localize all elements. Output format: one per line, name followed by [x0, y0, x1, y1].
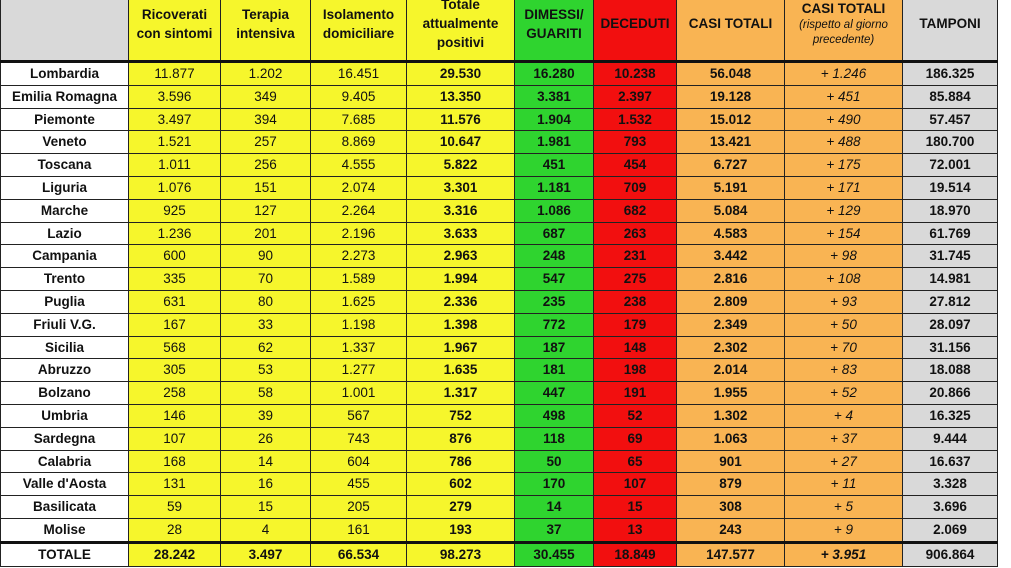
cell-terapia: 33	[221, 313, 311, 336]
cell-ricoverati: 3.497	[129, 108, 221, 131]
cell-terapia: 394	[221, 108, 311, 131]
cell-var: + 98	[785, 245, 903, 268]
cell-terapia: 90	[221, 245, 311, 268]
cell-casi: 2.809	[677, 290, 785, 313]
cell-casi: 2.014	[677, 359, 785, 382]
cell-ricoverati: 1.076	[129, 176, 221, 199]
cell-positivi: 279	[407, 496, 515, 519]
cell-region: Lazio	[1, 222, 129, 245]
cell-terapia: 151	[221, 176, 311, 199]
cell-tamponi: 27.812	[903, 290, 998, 313]
header-region	[1, 0, 129, 62]
cell-terapia: 257	[221, 131, 311, 154]
cell-isolamento: 7.685	[311, 108, 407, 131]
cell-dimessi: 170	[515, 473, 594, 496]
cell-dimessi: 30.455	[515, 542, 594, 566]
cell-isolamento: 66.534	[311, 542, 407, 566]
cell-terapia: 349	[221, 85, 311, 108]
cell-positivi: 1.967	[407, 336, 515, 359]
cell-region: Emilia Romagna	[1, 85, 129, 108]
cell-region: TOTALE	[1, 542, 129, 566]
cell-isolamento: 743	[311, 427, 407, 450]
cell-dimessi: 451	[515, 154, 594, 177]
cell-isolamento: 1.589	[311, 268, 407, 291]
cell-dimessi: 498	[515, 404, 594, 427]
cell-casi: 15.012	[677, 108, 785, 131]
cell-isolamento: 1.337	[311, 336, 407, 359]
cell-casi: 5.191	[677, 176, 785, 199]
cell-ricoverati: 59	[129, 496, 221, 519]
cell-terapia: 15	[221, 496, 311, 519]
cell-region: Valle d'Aosta	[1, 473, 129, 496]
cell-dimessi: 772	[515, 313, 594, 336]
header-row	[1, 0, 998, 62]
cell-deceduti: 18.849	[594, 542, 677, 566]
cell-deceduti: 238	[594, 290, 677, 313]
cell-dimessi: 50	[515, 450, 594, 473]
cell-dimessi: 687	[515, 222, 594, 245]
cell-ricoverati: 925	[129, 199, 221, 222]
cell-dimessi: 16.280	[515, 62, 594, 86]
cell-dimessi: 235	[515, 290, 594, 313]
cell-casi: 1.955	[677, 382, 785, 405]
cell-positivi: 5.822	[407, 154, 515, 177]
header-casi-totali: CASI TOTALI	[677, 0, 785, 62]
cell-isolamento: 567	[311, 404, 407, 427]
cell-isolamento: 1.625	[311, 290, 407, 313]
cell-isolamento: 8.869	[311, 131, 407, 154]
table-row	[1, 290, 998, 313]
cell-region: Puglia	[1, 290, 129, 313]
cell-deceduti: 231	[594, 245, 677, 268]
cell-var: + 27	[785, 450, 903, 473]
cell-tamponi: 72.001	[903, 154, 998, 177]
table-row	[1, 404, 998, 427]
table-row	[1, 359, 998, 382]
cell-deceduti: 148	[594, 336, 677, 359]
cell-terapia: 39	[221, 404, 311, 427]
cell-terapia: 70	[221, 268, 311, 291]
cell-tamponi: 2.069	[903, 518, 998, 542]
cell-casi: 147.577	[677, 542, 785, 566]
cell-dimessi: 447	[515, 382, 594, 405]
cell-tamponi: 9.444	[903, 427, 998, 450]
cell-isolamento: 161	[311, 518, 407, 542]
table-row	[1, 199, 998, 222]
cell-region: Toscana	[1, 154, 129, 177]
cell-region: Campania	[1, 245, 129, 268]
cell-positivi: 10.647	[407, 131, 515, 154]
cell-dimessi: 37	[515, 518, 594, 542]
table-row	[1, 245, 998, 268]
cell-dimessi: 1.181	[515, 176, 594, 199]
cell-region: Veneto	[1, 131, 129, 154]
cell-tamponi: 906.864	[903, 542, 998, 566]
cell-var: + 70	[785, 336, 903, 359]
cell-var: + 3.951	[785, 542, 903, 566]
cell-var: + 108	[785, 268, 903, 291]
cell-ricoverati: 11.877	[129, 62, 221, 86]
cell-terapia: 201	[221, 222, 311, 245]
header-isolamento: Isolamento domiciliare	[311, 0, 407, 62]
cell-terapia: 256	[221, 154, 311, 177]
cell-deceduti: 179	[594, 313, 677, 336]
cell-deceduti: 454	[594, 154, 677, 177]
cell-deceduti: 65	[594, 450, 677, 473]
header-terapia: Terapia intensiva	[221, 0, 311, 62]
cell-region: Liguria	[1, 176, 129, 199]
cell-var: + 5	[785, 496, 903, 519]
header-casi-var-label: CASI TOTALI	[801, 1, 886, 16]
cell-ricoverati: 1.011	[129, 154, 221, 177]
cell-tamponi: 20.866	[903, 382, 998, 405]
cell-casi: 3.442	[677, 245, 785, 268]
cell-deceduti: 275	[594, 268, 677, 291]
cell-isolamento: 9.405	[311, 85, 407, 108]
cell-dimessi: 3.381	[515, 85, 594, 108]
cell-positivi: 1.317	[407, 382, 515, 405]
table-row	[1, 473, 998, 496]
cell-terapia: 14	[221, 450, 311, 473]
cell-var: + 1.246	[785, 62, 903, 86]
cell-casi: 2.349	[677, 313, 785, 336]
cell-deceduti: 2.397	[594, 85, 677, 108]
cell-positivi: 602	[407, 473, 515, 496]
cell-tamponi: 180.700	[903, 131, 998, 154]
cell-tamponi: 16.325	[903, 404, 998, 427]
header-deceduti: DECEDUTI	[594, 0, 677, 62]
cell-dimessi: 1.086	[515, 199, 594, 222]
cell-deceduti: 682	[594, 199, 677, 222]
cell-casi: 2.816	[677, 268, 785, 291]
table-body	[1, 62, 998, 567]
table-row	[1, 85, 998, 108]
cell-dimessi: 181	[515, 359, 594, 382]
cell-positivi: 11.576	[407, 108, 515, 131]
table-row	[1, 108, 998, 131]
cell-terapia: 53	[221, 359, 311, 382]
table-row	[1, 382, 998, 405]
cell-var: + 50	[785, 313, 903, 336]
table-row	[1, 268, 998, 291]
cell-terapia: 26	[221, 427, 311, 450]
cell-tamponi: 3.328	[903, 473, 998, 496]
cell-var: + 490	[785, 108, 903, 131]
cell-region: Friuli V.G.	[1, 313, 129, 336]
cell-tamponi: 28.097	[903, 313, 998, 336]
table-row	[1, 313, 998, 336]
cell-ricoverati: 600	[129, 245, 221, 268]
cell-tamponi: 18.970	[903, 199, 998, 222]
cell-var: + 4	[785, 404, 903, 427]
cell-var: + 83	[785, 359, 903, 382]
cell-positivi: 2.963	[407, 245, 515, 268]
cell-positivi: 13.350	[407, 85, 515, 108]
cell-isolamento: 205	[311, 496, 407, 519]
cell-dimessi: 1.904	[515, 108, 594, 131]
cell-deceduti: 10.238	[594, 62, 677, 86]
header-casi-var	[785, 0, 903, 62]
cell-positivi: 1.994	[407, 268, 515, 291]
cell-ricoverati: 3.596	[129, 85, 221, 108]
cell-dimessi: 118	[515, 427, 594, 450]
cell-positivi: 876	[407, 427, 515, 450]
cell-positivi: 3.633	[407, 222, 515, 245]
cell-positivi: 2.336	[407, 290, 515, 313]
cell-terapia: 16	[221, 473, 311, 496]
cell-isolamento: 2.074	[311, 176, 407, 199]
cell-terapia: 4	[221, 518, 311, 542]
table-row	[1, 62, 998, 86]
cell-region: Sicilia	[1, 336, 129, 359]
cell-isolamento: 455	[311, 473, 407, 496]
cell-isolamento: 16.451	[311, 62, 407, 86]
cell-deceduti: 15	[594, 496, 677, 519]
cell-ricoverati: 258	[129, 382, 221, 405]
table-row	[1, 450, 998, 473]
cell-var: + 451	[785, 85, 903, 108]
cell-ricoverati: 568	[129, 336, 221, 359]
table-row	[1, 336, 998, 359]
cell-casi: 901	[677, 450, 785, 473]
cell-var: + 93	[785, 290, 903, 313]
cell-deceduti: 107	[594, 473, 677, 496]
cell-terapia: 3.497	[221, 542, 311, 566]
cell-deceduti: 52	[594, 404, 677, 427]
cell-isolamento: 4.555	[311, 154, 407, 177]
cell-var: + 175	[785, 154, 903, 177]
cell-isolamento: 1.277	[311, 359, 407, 382]
total-row	[1, 542, 998, 566]
cell-tamponi: 61.769	[903, 222, 998, 245]
cell-positivi: 1.398	[407, 313, 515, 336]
header-ricoverati: Ricoverati con sintomi	[129, 0, 221, 62]
cell-tamponi: 31.745	[903, 245, 998, 268]
cell-terapia: 1.202	[221, 62, 311, 86]
cell-ricoverati: 168	[129, 450, 221, 473]
cell-ricoverati: 631	[129, 290, 221, 313]
cell-casi: 308	[677, 496, 785, 519]
cell-deceduti: 69	[594, 427, 677, 450]
cell-ricoverati: 28	[129, 518, 221, 542]
cell-casi: 879	[677, 473, 785, 496]
cell-tamponi: 16.637	[903, 450, 998, 473]
cell-ricoverati: 167	[129, 313, 221, 336]
cell-terapia: 62	[221, 336, 311, 359]
cell-region: Molise	[1, 518, 129, 542]
cell-casi: 2.302	[677, 336, 785, 359]
cell-deceduti: 263	[594, 222, 677, 245]
cell-deceduti: 198	[594, 359, 677, 382]
cell-casi: 5.084	[677, 199, 785, 222]
cell-region: Sardegna	[1, 427, 129, 450]
table-row	[1, 427, 998, 450]
cell-ricoverati: 107	[129, 427, 221, 450]
cell-dimessi: 14	[515, 496, 594, 519]
cell-ricoverati: 146	[129, 404, 221, 427]
cell-casi: 243	[677, 518, 785, 542]
cell-positivi: 1.635	[407, 359, 515, 382]
cell-region: Marche	[1, 199, 129, 222]
cell-tamponi: 31.156	[903, 336, 998, 359]
cell-isolamento: 2.273	[311, 245, 407, 268]
table-row	[1, 131, 998, 154]
cell-positivi: 786	[407, 450, 515, 473]
cell-ricoverati: 305	[129, 359, 221, 382]
cell-tamponi: 18.088	[903, 359, 998, 382]
cell-isolamento: 2.264	[311, 199, 407, 222]
cell-deceduti: 191	[594, 382, 677, 405]
table-row	[1, 496, 998, 519]
cell-isolamento: 1.198	[311, 313, 407, 336]
cell-region: Lombardia	[1, 62, 129, 86]
cell-isolamento: 2.196	[311, 222, 407, 245]
cell-positivi: 3.301	[407, 176, 515, 199]
cell-casi: 6.727	[677, 154, 785, 177]
cell-region: Piemonte	[1, 108, 129, 131]
cell-region: Abruzzo	[1, 359, 129, 382]
cell-deceduti: 793	[594, 131, 677, 154]
cell-dimessi: 187	[515, 336, 594, 359]
cell-deceduti: 1.532	[594, 108, 677, 131]
cell-var: + 52	[785, 382, 903, 405]
cell-casi: 13.421	[677, 131, 785, 154]
cell-ricoverati: 1.521	[129, 131, 221, 154]
table-row	[1, 154, 998, 177]
cell-terapia: 127	[221, 199, 311, 222]
cell-ricoverati: 131	[129, 473, 221, 496]
cell-positivi: 193	[407, 518, 515, 542]
cell-isolamento: 604	[311, 450, 407, 473]
table-row	[1, 176, 998, 199]
cell-tamponi: 19.514	[903, 176, 998, 199]
cell-casi: 1.302	[677, 404, 785, 427]
cell-terapia: 58	[221, 382, 311, 405]
cell-dimessi: 248	[515, 245, 594, 268]
cell-positivi: 3.316	[407, 199, 515, 222]
cell-tamponi: 186.325	[903, 62, 998, 86]
cell-positivi: 29.530	[407, 62, 515, 86]
cell-var: + 154	[785, 222, 903, 245]
cell-deceduti: 709	[594, 176, 677, 199]
cell-region: Calabria	[1, 450, 129, 473]
cell-terapia: 80	[221, 290, 311, 313]
cell-var: + 9	[785, 518, 903, 542]
table-row	[1, 222, 998, 245]
header-casi-var-note: (rispetto al giorno precedente)	[799, 19, 888, 46]
cell-dimessi: 547	[515, 268, 594, 291]
cell-var: + 11	[785, 473, 903, 496]
cell-positivi: 98.273	[407, 542, 515, 566]
cell-tamponi: 57.457	[903, 108, 998, 131]
cell-region: Bolzano	[1, 382, 129, 405]
cell-ricoverati: 1.236	[129, 222, 221, 245]
cell-deceduti: 13	[594, 518, 677, 542]
header-totale-positivi: Totale attualmente positivi	[407, 0, 515, 62]
cell-region: Umbria	[1, 404, 129, 427]
cell-positivi: 752	[407, 404, 515, 427]
cell-ricoverati: 28.242	[129, 542, 221, 566]
cell-var: + 171	[785, 176, 903, 199]
cell-var: + 488	[785, 131, 903, 154]
header-dimessi: DIMESSI/ GUARITI	[515, 0, 594, 62]
cell-region: Trento	[1, 268, 129, 291]
cell-casi: 1.063	[677, 427, 785, 450]
cell-tamponi: 3.696	[903, 496, 998, 519]
cell-casi: 56.048	[677, 62, 785, 86]
cell-var: + 129	[785, 199, 903, 222]
cell-casi: 19.128	[677, 85, 785, 108]
cell-ricoverati: 335	[129, 268, 221, 291]
cell-tamponi: 14.981	[903, 268, 998, 291]
cell-tamponi: 85.884	[903, 85, 998, 108]
cell-casi: 4.583	[677, 222, 785, 245]
cell-var: + 37	[785, 427, 903, 450]
cell-isolamento: 1.001	[311, 382, 407, 405]
cell-dimessi: 1.981	[515, 131, 594, 154]
header-tamponi: TAMPONI	[903, 0, 998, 62]
cell-region: Basilicata	[1, 496, 129, 519]
table-row	[1, 518, 998, 542]
